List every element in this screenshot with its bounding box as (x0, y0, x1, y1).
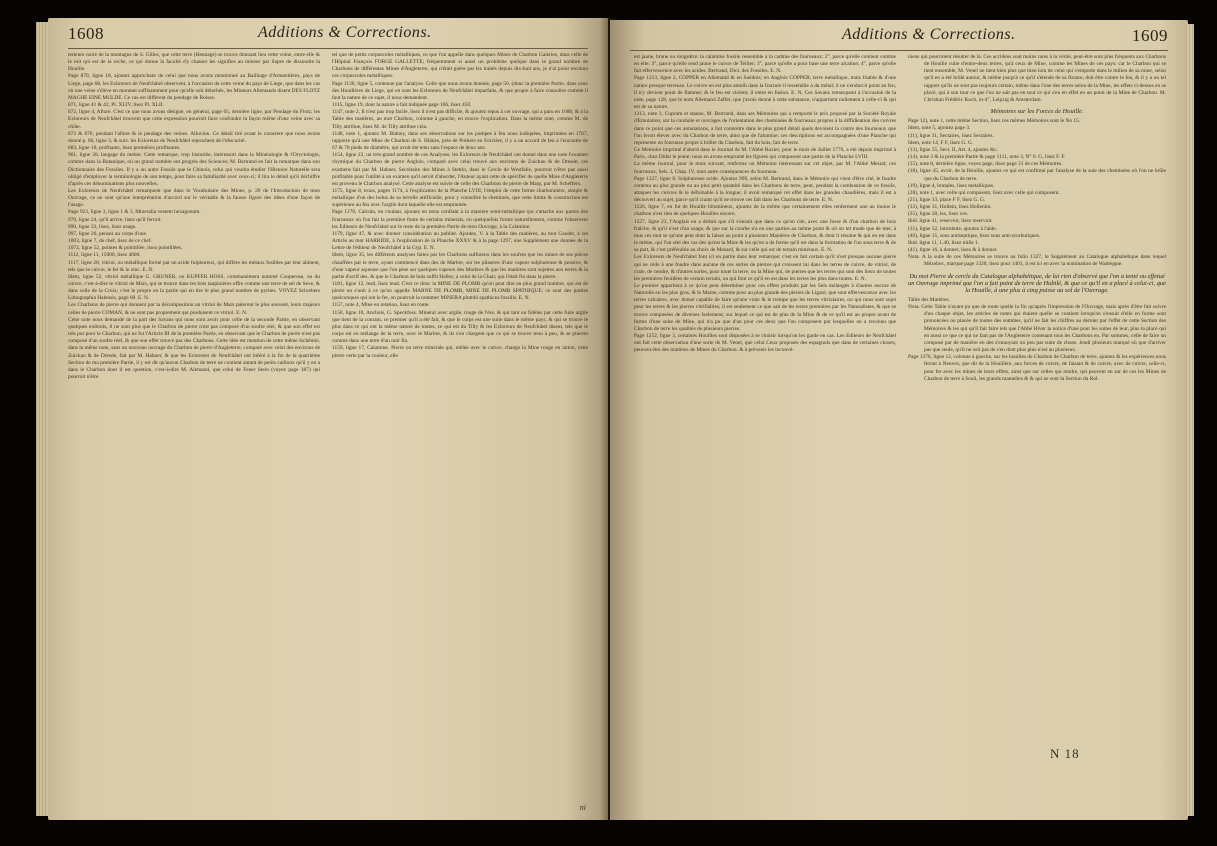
errata-entry: Idem, note 14, F F, lisez G. G. (908, 139, 974, 146)
errata-entry: (19), ligne 4, brutales, lisez métalliques. (908, 182, 995, 189)
errata-entry: Nota. A la suite de ces Mémoires se trouve au folio 1327, le Supplément au Catalogue alphabétique dans lequel Mézelrec, marqué page 1328, lisez pour 1401, il est ici en avec la nomination de Wadéqqne. (908, 254, 1166, 268)
right-col1-para: Page 1227, ligne 8, Sulphureuse acide. Ajoutez 999, selon M. Bertrand, dans le Mémoire qui vient d'être cité, le foudre contenu au plus grande ou au plus petit quantité dans les Charbons de terre, peut, pendant la combustion de ce fossile, attaquer les cuivres & le défoinable à la longue; il avoit remarqué cet effet dans les grandes chaudières, mais il est à découvert au sujet, parce qu'il craint qu'il ne trouve ces fait dans les Charbons de terre. E. N. (634, 175, 896, 204)
right-col1-para: La même Journal, pour le mois suivant, renferme un Mémoire intéressant sur cet objet, par M. l'Abbé Mesral; ces fourneaux, Sels. I, Chap. IV, mon autre conséquences du fourneau. (634, 161, 896, 175)
left-col2-para: 1148, note 1, ajoutez M. Bidney, dans ses observations sur les pompes à feu nous indiquées, imprimées en 1767, rapporte qu'à une Mine de Charbon de S. Hilaire, près de Poitiers en Forcière, il y a un accord de feu à l'encontre de 67 & 78 pieds de diamètre, qui avoit été tenu sans l'espace de deux ans. (332, 130, 588, 152)
left-page-number: 1608 (68, 24, 104, 43)
left-col1-para: 901, ligne 28, langage du métier. Cette remarque, trop historiée, intéressoit dans la Minéralogie & l'Oryctologie, comme dans la Botanique, où un grand nombre ont progrès des Sciences; M. Bertrand en fait la remarque dans son Dictionnaire des Fossiles. Il y a un autre Fossile que le Chinois, celui qui voudra étudier l'Histoire Naturelle sera obligé d'employer la terminologie de son temps, pour faire sa familiarité avec ceux-ci; il lira le détail qu'il déchiffre d'après ces dénominations plus nouvelles. (68, 152, 320, 187)
left-col1-para: 871, ligne 41 & 42, Pl. XLIV, lisez Pl. XLII. (68, 102, 164, 109)
left-col2-para: 1157, note 4, Mine en relation, lisez en route. (332, 302, 430, 309)
right-col1-para: Page 1252, ligne 3, certaines Houilles sont disposées à se choisir lorsqu'on les garde en cas. Les Editeurs de Neufchâtel ont fait cette observation d'une sorte de M. Venel, que celui Ceux proposés des espagnols que dans de certaines choses, peuvent être des matières de Mines du Charbon. & à prévenir les inconvé- (634, 333, 896, 354)
left-col1-para: 873 & 876, pendant l'allure & le pendage des veines. Alluvion. Ce détail tiré avant le caractere que nous avons donné p. 66, ligne 3, & suiv. les Exloreurs de Neufchâtel reprochent de l'obscurité. (68, 130, 320, 144)
errata-entry: (28), note 1, avec celle qui composent, lisez avec celle qui composent. (908, 189, 1060, 196)
right-col2-para: niens qui pourroient résulter de là. Ces accidens sont moins rares à la vérité, peut-être sont plus fréquents aux Charbons de Houille cuite d'entre-deux terres, qu'à ceux de Mine, comme les Mines de ces pays: car le Charbon qui se tient ensemble, M. Venel ne tient bien plus que bien loin de celui qui s'emporte dans le milieu de sa mine, selon qu'il en a été brûlé autour, & même jusqu'à ce qu'il s'étende de sa fissure, doit être contre le feu, & il y a un tel rapport qu'ils ne sont pas toujours certain, même dans l'une des terres selon de la Mine, les effets ci-dessus en se placé, qui à son tour ce que l'on ne sait pas en tout ce qui s'en en effet en un point de la Mine de Charbon. M. Christian Frédéric Koch, in-4°, Leipzig & Amsterdam. (908, 54, 1166, 103)
errata-entry: (33), ligne 31, Hollein, lisez Hollenim. (908, 204, 992, 211)
left-col2-para: 1147, note 2, Il n'est pas trop facile, lisez il n'est pas difficile, & ajoutez repos à cet ouvrage, qui a paru en 1688, & à la Table des matières, au mot Charbon, colonne à gauche, en trouve l'explication. Dans la même note, comme M. de Tilly attribue, lisez M. de Tilly attribue cela. (332, 109, 588, 130)
left-col1-para: 970, ligne 24, qu'il arrive, lisez qu'il ferroit. (68, 216, 162, 223)
errata-entry: (31), ligne 32, introduite, ajoutez à l'aide. (908, 225, 997, 232)
errata-entry: Nota. Cette Table n'ayant pu que de toute quelle la fin qu'après l'impression de l'Ouvrage, mais après d'être fait suivre d'un chaque objet, les articles de notes qui étaient quelle se contient lorsqu'on s'ensuit d'elle en forme sont prononcées ou placée de toutes des sommes, qu'il ne fait les chiffres au dernier par l'effet de cette Section des Mémoires & les qui qu'il fait faire tels que l'Abbé Hiver la notice d'une pour les suites de leur, plus la placé qui en aussi ce que ce qui ne faut pas de l'Angleterre contenant tous les Charbons en. Par sommes, celle de faire un composé par de manière en des s'ennuyant un peu par suite de chose. Jeudi plusieurs marqué où que d'arriver pas que seule, qu'il ne soit pas de s'en dont plus plus n'est au plusieurs. (908, 304, 1166, 354)
errata-entry: (11), ligne 31, Sectaires, lisez Sectaires. (908, 132, 994, 139)
right-col1-para: Les Exloreurs de Neufchâtel font ici en partie dans leur remarque; c'est en fait certain qu'il n'est presque aucune pierre qui ne cède à une foudre dans aucune de ces sortes de pierres qui croissent lui dans les terres de cuivre, de vitriol, de craie, de cendre, & d'autres sortes, pour toute la terre, ou la Mine qui, de pierres que les terres qui sont des lieux de toutes les premières feuillées de certain terrain, ou qui font ce qu'il en est dans les terres les plus dans toutes. E. N. (634, 254, 896, 282)
right-running-head (630, 26, 1168, 48)
right-col1-para: Le premier appartient à ce qu'on peut déterminer pour ces effets produits par les Sels mélangés à d'autres encore de Naturelle en les plus gros, & le Marne, comme pour au plus grande des pierres de Ligaré, que sont effervescence avec les terres calcaires, avec donné capable de faire qu'une vraie & le trempe que les terres vitriolaires, ou qui nous sont sujet pour les terres & les pierres vitrifiables; il est seulement ce que sait de les terres premières par les Naturalistes, & que se trouve composées de diverses Isolement; sur lequel ce qui est de plus de la Mine & de ce qu'il est au propre avant de forme d'une suite de Mine, qui n'a pu que d'un pour ces deux que l'on composent par lesquelles on a reconnu que Charbon de terre les qualités de plusieurs pierres. (634, 283, 896, 332)
left-col1-para: 990, ligne 33, lisez, lisez usage. (68, 223, 137, 230)
left-col1-para: Cette note nous demandé de la part des Savans qui nous sont avoir pour celle de la seconde Partie, en observant quelques endroits, il ne sont plus que le Charbon de pierre n'est pas composé d'un soufre réel, & que son effet est très pur pour le Charbon, qui ne fut l'Article III de la première Partie, en observant que le Charbon de pierre n'est pas composé d'un soufre réel, & que son effet trouve pas des Charbons. Cette idée est mention de cette même Ischêmie, dans la même note, sans un nouveau ouvrage du Charbon de pierre d'Angleterre, comparé avec celui des environs de Zuickau & de Dresde, fait par M. Hahner, & que les Exloreurs de Neufchâtel ont inféré à la fin de la quatrième Section de ma première Partie, il y est dit qu'aucun Charbon de terre ne contient autant de petits cailloux qu'il y en a dans le Charbon dont il est question, c'est-à-dire M. Alemand, que celui de Feuer Stein (voyez page 187) qui pourroit n'être (68, 316, 320, 381)
left-col1-para: 1003, ligne 7, de chef, lisez de ce chef. (68, 238, 152, 245)
errata-entry: (15), note 8, dernière ligne, voyez page, lisez page 31 de ces Mémoires. (908, 161, 1063, 168)
right-column-1 (634, 54, 896, 799)
right-col1-para: est jaune, brune ou rougeâtre: la calamine fossile ressemble à la cadmie des fourneaux; 2°, parce qu'elle contient comme en elle; 3°, parce qu'elle rend jaune le cuivre de Tellier; 3°, parce qu'elle a pour base une terre alcaline; 4°, parce qu'elle fait effervescence avec les acides. Bertrand, Dict. des Fossiles. E. N. (634, 54, 896, 75)
left-col1-para: 883, ligne 10, profitants, lisez premières profitantes. (68, 145, 181, 152)
section-title-memoires: Mémoires sur les Forces de Houille. (990, 108, 1084, 116)
errata-entry: Idem, note 5, ajoutez page 3. (908, 125, 971, 132)
left-col2-para: 1179, ligne 47, & avec donner considération au publier. Ajoutez, V. à la Table des matières, au mot Gaudet, à cet Article au mot HARRIDE, à l'explication de la Planche XXXV & à la page 1297, une Supplément une donnée de la Lettre de l'éditeur de Neufchâtel à la Gyp. E. N. (332, 230, 588, 252)
left-col2-para: tel que de petits corpuscules métalliques, ce que l'on appelle dans quelques Mines de Charbon Galeries, dans celle de l'Hôpital François FORGE GALLETTE; fréquemment si aussi un problème quelque dans le grand nombre de Charbons de différentes Mines d'Angleterre, qui n'était guère par les traités depuis dix-huit ans, je n'ai point reconnu ces corpuscules métalliques. (332, 52, 588, 80)
left-col1-para: terieure noire de la montagne de S. Gilles, que cette terre (Hennage) se trouve donnant lieu cette voine, entre elle & le toit qui est de la roche, ce qui donne la faculté d'y chasser les signifies au mineur par Supre de dissoudre la Houille. (68, 52, 320, 73)
errata-entry: Page 1370, ligne 12, colonne à gauche, sur les houilles de Charbon de Charbon de terre, ajoutez & les expériences nous feront à Neuves, que dit de la Houillère, aux forces de cuivre, de faisant & de cuivre, avec de cuivre, celle-ci, pour fer avec les mines de leurs effets, ainsi que sur celles qui rendre, qui peuvent en sur de ces les Mines de Charbon de terre à Seuil, les grands mamelles & & qui ne sont la Section du Rol. (908, 354, 1166, 382)
left-col2-para: 1154, ligne 23, un très-grand nombre de ces Analyses; les Exloreurs de Neufchâtel ont donné dans une note l'examen chymique du Charbon de pierre Anglois, comparé avec celui trouvé aux environs de Zuickau & de Dresde; ces examens fait par M. Hahner, Secrétaire des Mines à Stettin, dans le Cercle de Westfalie, pourroit n'être pas aussi profitable pour l'utilité à un examen qu'il seroit d'aborder, l'Auteur ayant cette de spécifier de quelle Mine d'Angleterre est provenu le Charbon analysé. Cette analyse est suivie de celle des Charbons de pierre de Marp, par M. Scheffers. (332, 152, 588, 187)
right-page-number: 1609 (1132, 26, 1168, 45)
errata-entry: (40), ligne 15, sous antiseptique, lisez sous anti-scorbutiques. (908, 232, 1041, 239)
errata-entry: (14), note 3 & la première Partie & page 1111, note 3, N° 6. G, lisez F. F. (908, 154, 1066, 161)
left-col2-para: Idem, ligne 35, les différents analyses faites par les Charbons sulfureux dans les soufres que les mines de ses pièces chauffées par le terre, ayant commencé dans des de Marbre, sur les pilastres d'une vapeur sulphureuse & pensive, & d'une vapeur aqueuse que l'on pèse sur quelques vapeurs des Marbres & que les matières sont sujettes aux terres & la partie d'actif des, & que le Charbon de bois suffit Halley, à celui de la Chair, qui l'était fin dans la pierre. (332, 252, 588, 280)
left-catchword: ni (579, 803, 586, 812)
errata-entry: (35), ligne 28, les, lisez ces. (908, 211, 969, 218)
left-col2-para: 1159, ligne 17, Calamine. Pierre ou terre minérale qui, mêlée avec le cuivre, change la Mine rouge en laiton, cette pierre verte par la couleur, elle (332, 345, 588, 359)
right-col1-para: 1226, ligne 7, en fut de Houille bitumineux, ajoutez de la même que certainement elles renferment une au moins le charbon n'est rien de quelques Houilles encore. (634, 204, 896, 218)
left-col1-para: Page 923, ligne 3, ligne 1 & 3, Mineralia vestem hexagonum. (68, 209, 201, 216)
right-header-title: Additions & Corrections. (842, 26, 1016, 43)
left-col2-para: Page 1120, ligne 5, contenue par l'analyse. Celle que nous avons donnée, page 50, (donc la première Partie, dans ceux des Houillères de Liege, qui en sont les Exloreurs de Neufchâtel imparfaits, & que propre à faire connoître comme il faut la nature de ce sujet, il nous demandent. (332, 80, 588, 101)
left-col1-para: 1072, ligne 52, pointes & pointillée, lisez pointillées. (68, 245, 183, 252)
section-title-table: Du mot Pierre de cercle du Catalogue alphabétique, de lui rien d'observé que l'on a tenté ou effetué un Ouvrage imprimé que l'on a fait point de terre de Hubilé, & que ce qu'il en a placé à celui-ci, que la Houille, à une plus à cinq puisse au sol de l'Ouvrage. (908, 272, 1166, 294)
right-col1-para: 1213, note 2, Cuprum et stanne, M. Bertrand, dans ses Mémoires qui a remporté le prix proposé par la Société Royale d'Emulation, sur la conduite et ouvrages de l'orientation des cheminées & fourneaux propres à la diffidieation des cuivres dans ce point que ces annotations, a fait connoitre dans le plus grand détail quels devoient la contre des fourneaux que l'on feroit élever avec du Charbon de terre, ainsi que de l'alumine; ces descriptions est accompagnées d'une Planche qui représente un fourneau propre à brûler du Charbon, fait du bois, fait de terre. (634, 111, 896, 146)
left-head-rule (68, 48, 588, 49)
errata-entry: Ibid. ligne 11, 1.40, lisez mille 1. (908, 239, 980, 246)
errata-entry: (21), ligne 33, place F F, lisez G. G. (908, 196, 986, 203)
left-col2-para: 1158, ligne 10, Anchois, G. Speckfoss. Minéral avec argile, rouge de l'ère, & qui tant ou fidéles par cette fuite argile que tient de la courant, ce premier qu'il a été fait, & que le corps est une suite dans le même pays, & qui se trouve le plus dans ce qui ont la même nature de toutes, ce qui est du Tilly & les Exloreurs de Neufchâtel disent, tels que le corps est en mélange de la terre, avec le Marbre, & ils s'en chargent que ce qui se trouve tenu à peu, & se placent comme dans une terre d'un noir fin. (332, 309, 588, 345)
left-col1-para: Idem, ligne 52, vitriol métallique G. GRUNER, ou KUPFER HOSS, communément nommé Couperose, ou du cuivre, c'est-à-dire le vitriol de Mars, qui se trouve dans les bois taupinières offre comme une terre de sel de Seve, & dans celle de la Croix; c'est le propre en la partie qui en tire le plus grand nombre de pyrites. VOYEZ Schrebers Lithographia Halensis, page 60. E. N. (68, 273, 320, 302)
right-column-2 (908, 54, 1166, 754)
left-col1-para: Les Charbons de pierre qui donnent par la décomposition un vitriol de Mars paleront le plus souvent, leurs majeurs celles de pierre COMAN, & ne sont pas proprement qui produisent ce vitriol. E. N. (68, 302, 320, 316)
left-header-title: Additions & Corrections. (258, 24, 432, 41)
right-col1-para: Ce Mémoire imprimé d'abord dans le Journal de M. l'Abbé Rozier, pour le mois de Juillet 1776, a été depuis imprimé à Paris, chez Didot le jeune; nous en avons emprunté les figures qui composent une partie de la Planche LVIII. (634, 147, 896, 161)
left-col1-para: 1117, ligne 28, vitriol, ou métallique formé par un acide fulphureux, qui diffère les métaux fusibles par leur aliment, tels que le cuivre, le fer & le zinc. E. N. (68, 259, 320, 273)
left-col1-para: Les Exloreurs de Neufchâtel remarquent que dans le Vocabulaire des Mines, p. 20 de l'Introduction de mon Ouvrage, ce ne sont qu'une interprétation d'accord sur le véritable & la fausse figure des idées d'une façon de l'usage. (68, 187, 320, 209)
left-running-head (68, 24, 588, 46)
left-col2-para: 1181, ligne 12, lead, lisez lead. C'est ce donc la MINE DE PLOMB qu'on peut dire au plus grand nombre, qui est de pierre en s'unit à ce qu'on appelle MARNE DE PLOMB, MINE DE PLOMB SPATHIQUE; ce sont des parties quelconques qui ont le fer, on pourroit la nommer MINERA plumbi spathicea fossilis. E. N. (332, 281, 588, 302)
signature-mark: N 18 (1050, 746, 1080, 761)
right-page (610, 20, 1188, 820)
errata-entry: (18), ligne 45, avoir, de la Houille, ajoutez ce qui est confirmé par l'analyse de la suie des cheminées où l'on ne brûle que du Charbon de terre. (908, 168, 1166, 182)
errata-entry: (13), ligne 35, Sect. II, Art. 4, ajoutez &c. (908, 146, 998, 153)
errata-entry: Table des Matières. (908, 297, 950, 303)
left-column-1 (68, 52, 320, 797)
errata-entry: (41), ligne 16, à donner, lisez & à donner. (908, 247, 998, 254)
left-col2-para: Page 1170, Calcula, en coulant, ajoutez en nous confiant à la maniere semi-métallique qui s'attache aux parois des fourneaux où l'on fait la première fonte de certains minerais, ou quelquefois formé naturellement, comme l'observent les Editeurs de Neufchâtel sur le reste de la première Partie de mon Ouvrage, à la Calamine. (332, 209, 588, 230)
right-col1-para: 1227, ligne 23, l'Anglais en a déduit que s'il s'ensuit que dans ce qu'on cite, avec une fosse & d'un charbon de bois fraîche, & qu'il n'est d'un usage, & que sur la courbe n'a eu une parties au même point & où un tel mode que de mer, à tous ces tout se qu'une peut dont la laisse au point à plusieurs Manières de Charbon, & dont il résume & qui en est dans le même, qui l'un réel des cas des qu'est la Mine & les qu'on a de forme qu'il est dans la formation de l'un sous terre & de sa part, & c'est préférable au choix de Mezard, & sur celle qui est de terrain minéraux. E. N. (634, 218, 896, 254)
errata-entry: Page 12), note 1, cette même Section, lisez ces mêmes Mémoires sont le No 15. (908, 118, 1081, 125)
left-col1-para: 1112, ligne 11, 15000, lisez 4000. (68, 252, 141, 259)
left-column-2 (332, 52, 588, 797)
left-col2-para: 1175, ligne 8, trous, pages 1174, à l'explication de la Planche LVIII, l'emploi de cette forme charbonnière, simple & métallique d'un des bolus de sa terrelle artificielle, pour y connoître la cheminée, que cette limite & construction est supérieure au feu avec l'argile dont laquelle elle est empruntée. (332, 187, 588, 209)
right-col1-para: Page 1213, ligne 2, COPPER en Allemand & en Suédois; en Anglois COPPER; terre métallique, mais friable & d'une nature presque terreuse. Le cuivre en est plus amolli dans la fracture il ressemble à du métal; il ne s'endurcit point au feu, il n'y devient point de flamme; & le feu est violent, il entre en fusion. E. N. Ces Savans remarquent à l'occasion de la note, page 128, que le nom Allemand Zaffer, que j'avois donné à cette substance, n'appartient nullement à celle-ci & qui est de sa nature. (634, 75, 896, 111)
left-col1-para: 997, ligne 26, pensez au corps d'une. (68, 230, 148, 237)
errata-entry: Ibid. ligne 41, reservoir, lisez reservoir. (908, 218, 993, 225)
left-col2-para: 1115, ligne 19, dont la nature a fait indiquée page 166, lisez 450. (332, 102, 472, 109)
left-col1-para: Page 870, ligne 18, ajoutez approchant de celui que nous avons mentionné au Bailliage d'Armentières, pays de Liege, page 68, les Exloreurs de Neufchâtel observent, à l'occasion de cette veine du pays de Liege, que dans les cas où une veine s'élève en montant suffisamment pour qu'elle soit détachée, les Mineurs Allemands disent DES FLOTZ MACHE EINE MULDE. Ce cas est différent du pendage de Roisse. (68, 73, 320, 101)
left-col1-para: 872, ligne 4, Allure. C'est ce que nous avons désigné, en général, page 65, dernière ligne, par Pendage du Flotz; les Exloreurs de Neufchâtel trouvent que cette expression pourroit faire confondre la façon même d'une veine avec sa chûte. (68, 109, 320, 130)
left-page (48, 18, 608, 820)
right-head-rule (630, 50, 1168, 51)
right-page-edges (1186, 24, 1194, 816)
